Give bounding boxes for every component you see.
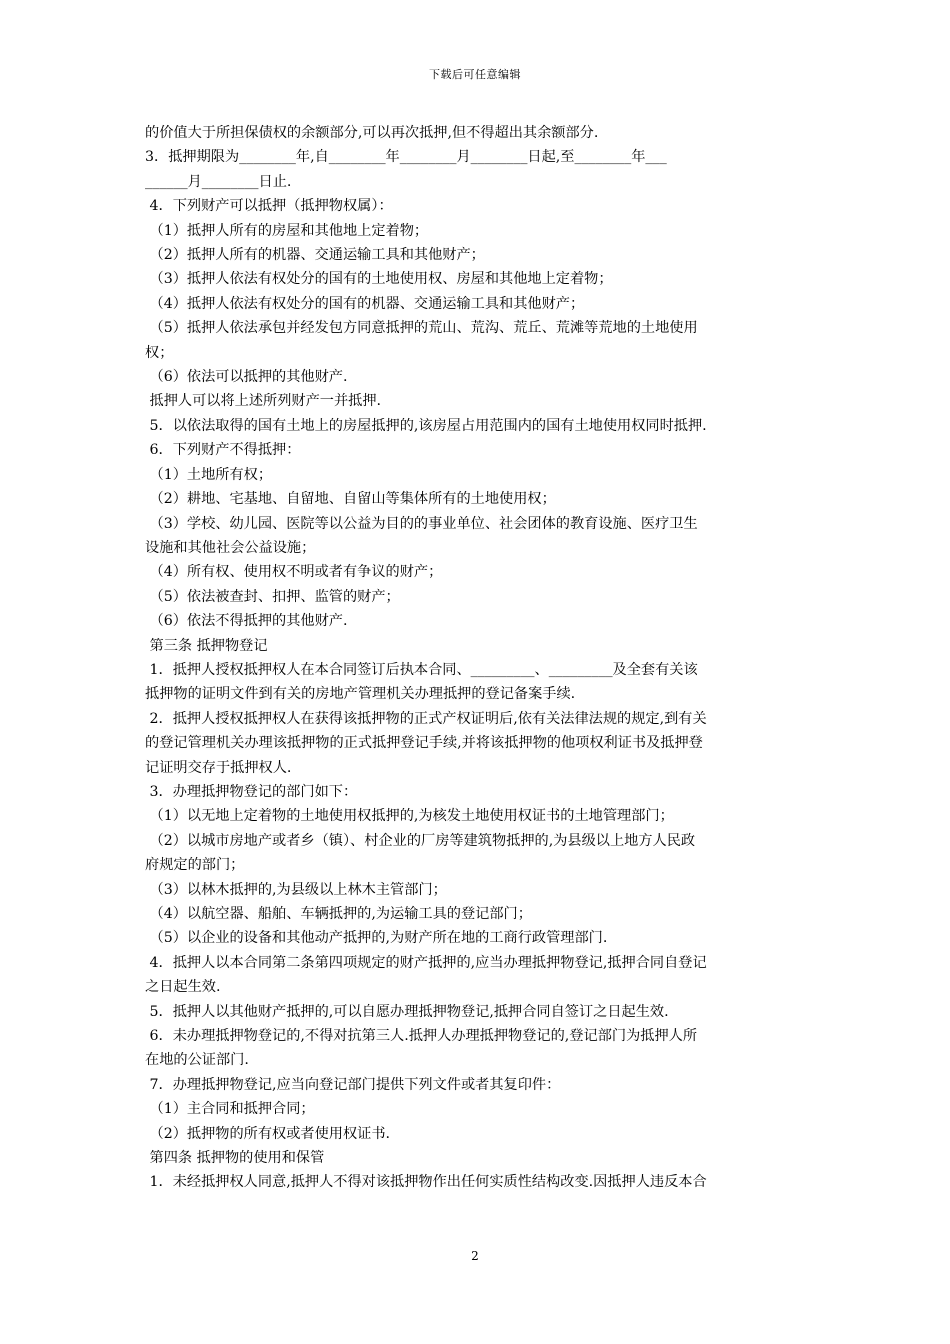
document-line: 6．未办理抵押物登记的,不得对抗第三人.抵押人办理抵押物登记的,登记部门为抵押人所: [145, 1028, 698, 1045]
document-line: 权；: [145, 344, 174, 361]
document-line: 第四条 抵押物的使用和保管: [145, 1150, 325, 1167]
document-line: 抵押物的证明文件到有关的房地产管理机关办理抵押的登记备案手续.: [145, 686, 576, 703]
document-line: 5．抵押人以其他财产抵押的,可以自愿办理抵押物登记,抵押合同自签订之日起生效.: [145, 1003, 669, 1020]
document-line: 第三条 抵押物登记: [145, 637, 268, 654]
document-line: 的价值大于所担保债权的余额部分,可以再次抵押,但不得超出其余额部分.: [145, 125, 599, 141]
document-line: 1．未经抵押权人同意,抵押人不得对该抵押物作出任何实质性结构改变.因抵押人违反本合: [145, 1174, 707, 1191]
document-line: 设施和其他社会公益设施；: [145, 539, 316, 556]
document-line: 府规定的部门；: [145, 857, 245, 874]
document-line: （3）学校、幼儿园、医院等以公益为目的的事业单位、社会团体的教育设施、医疗卫生: [145, 515, 698, 532]
document-line: 的登记管理机关办理该抵押物的正式抵押登记手续,并将该抵押物的他项权利证书及抵押登: [145, 735, 703, 752]
document-line: 4．抵押人以本合同第二条第四项规定的财产抵押的,应当办理抵押物登记,抵押合同自登记: [145, 954, 707, 971]
document-line: （2）耕地、宅基地、自留地、自留山等集体所有的土地使用权；: [145, 491, 556, 508]
document-line: 2．抵押人授权抵押权人在获得该抵押物的正式产权证明后,依有关法律法规的规定,到有关: [145, 710, 707, 727]
document-line: （6）依法不得抵押的其他财产.: [145, 613, 348, 630]
document-line: （4）所有权、使用权不明或者有争议的财产；: [145, 564, 443, 581]
page-number: 2: [471, 1249, 479, 1263]
document-line: （1）主合同和抵押合同；: [145, 1101, 315, 1118]
document-line: 6．下列财产不得抵押：: [145, 442, 301, 459]
document-line: 3．抵押期限为________年,自________年________月________日起,至________年___: [145, 149, 667, 166]
document-line: 7．办理抵押物登记,应当向登记部门提供下列文件或者其复印件：: [145, 1076, 561, 1093]
document-line: （2）抵押物的所有权或者使用权证书.: [145, 1125, 391, 1142]
document-line: （6）依法可以抵押的其他财产.: [145, 369, 348, 386]
document-line: （5）以企业的设备和其他动产抵押的,为财产所在地的工商行政管理部门.: [145, 930, 608, 947]
document-line: 之日起生效.: [145, 979, 221, 996]
document-line: 3．办理抵押物登记的部门如下：: [145, 783, 358, 800]
document-line: 5．以依法取得的国有土地上的房屋抵押的,该房屋占用范围内的国有土地使用权同时抵押.: [145, 417, 707, 434]
document-line: 记证明交存于抵押权人.: [145, 759, 292, 776]
document-line: （1）土地所有权；: [145, 466, 273, 483]
document-line: （4）抵押人依法有权处分的国有的机器、交通运输工具和其他财产；: [145, 295, 585, 312]
document-line: （2）抵押人所有的机器、交通运输工具和其他财产；: [145, 247, 485, 264]
document-line: （1）抵押人所有的房屋和其他地上定着物；: [145, 222, 429, 239]
document-line: 在地的公证部门.: [145, 1052, 249, 1069]
document-line: 抵押人可以将上述所列财产一并抵押.: [145, 393, 382, 410]
document-body: [145, 121, 810, 1195]
document-line: 1．抵押人授权抵押权人在本合同签订后执本合同、_________、_________及全套有关该: [145, 661, 698, 678]
page-header: 下载后可任意编辑: [429, 68, 521, 81]
document-line: （4）以航空器、船舶、车辆抵押的,为运输工具的登记部门；: [145, 906, 532, 922]
document-line: （2）以城市房地产或者乡（镇）、村企业的厂房等建筑物抵押的,为县级以上地方人民政: [145, 832, 696, 849]
document-line: （5）依法被查封、扣押、监管的财产；: [145, 588, 400, 605]
document-line: 4．下列财产可以抵押（抵押物权属）：: [145, 198, 393, 215]
document-line: ______月________日止.: [145, 173, 292, 190]
document-line: （5）抵押人依法承包并经发包方同意抵押的荒山、荒沟、荒丘、荒滩等荒地的土地使用: [145, 320, 698, 337]
document-line: （1）以无地上定着物的土地使用权抵押的,为核发土地使用权证书的土地管理部门；: [145, 808, 674, 825]
document-line: （3）以林木抵押的,为县级以上林木主管部门；: [145, 881, 447, 898]
document-line: （3）抵押人依法有权处分的国有的土地使用权、房屋和其他地上定着物；: [145, 271, 613, 288]
